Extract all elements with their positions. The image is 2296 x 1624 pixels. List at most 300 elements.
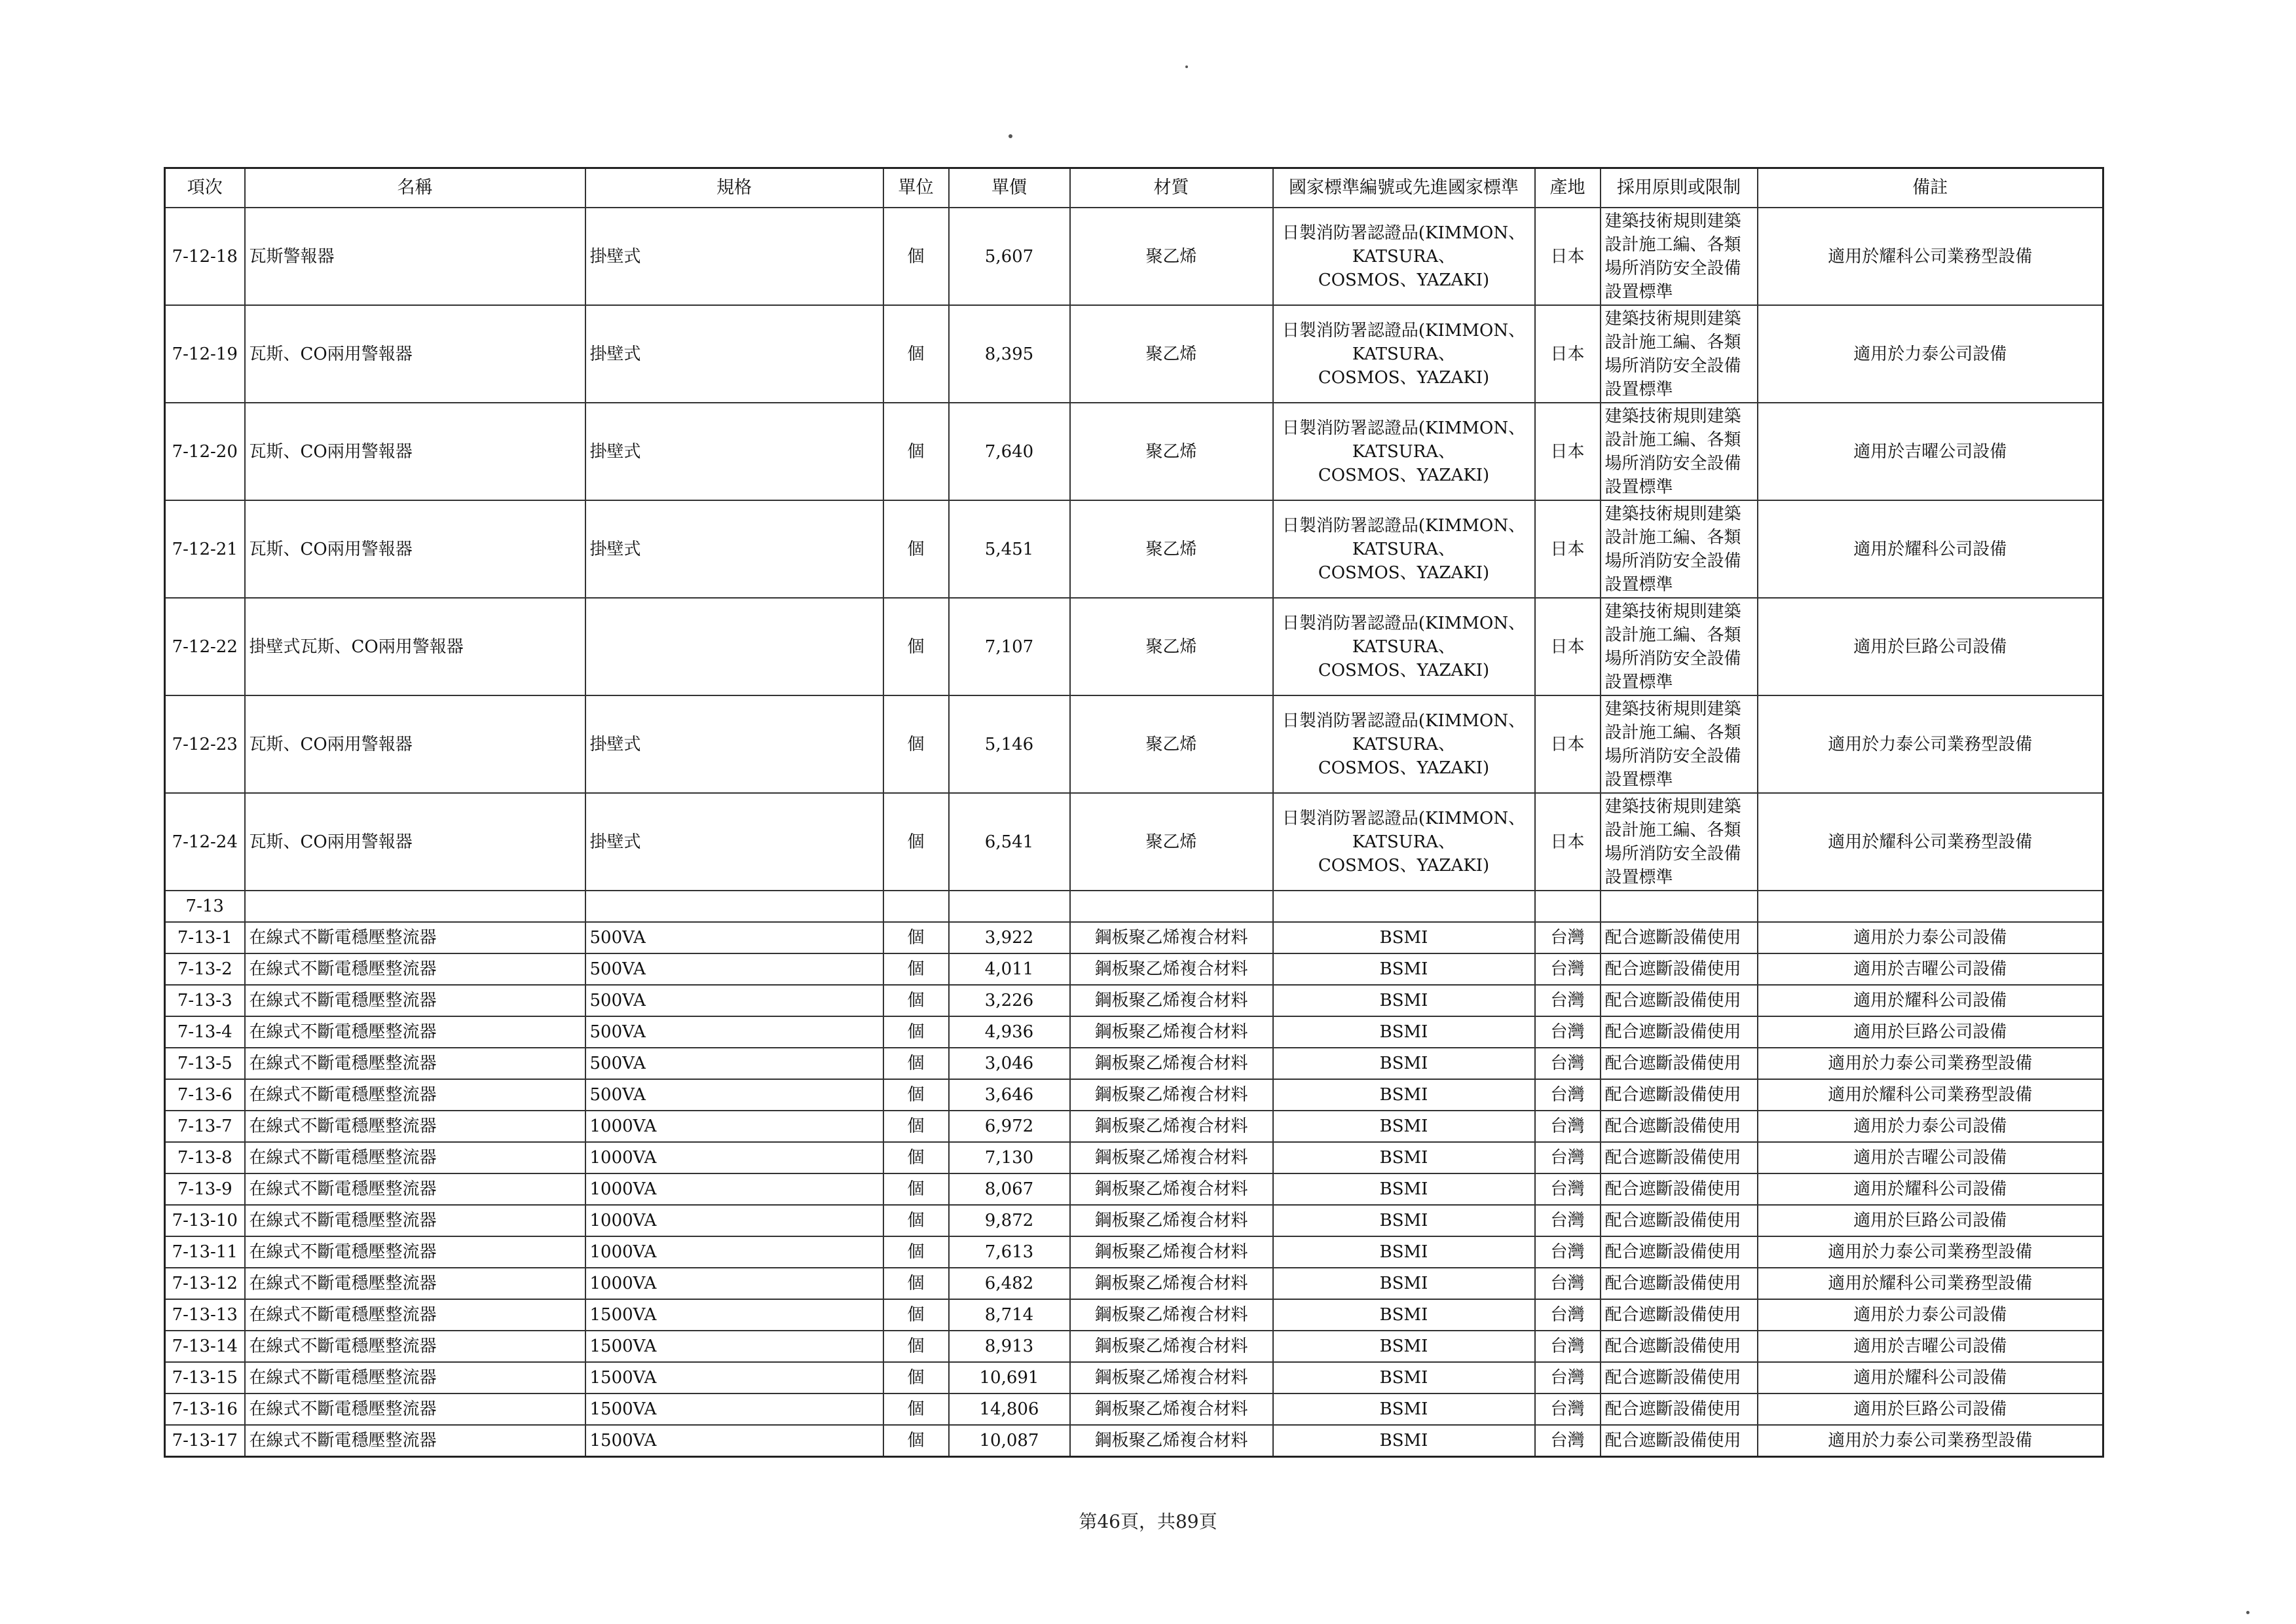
standard-line: 日製消防署認證品(KIMMON、	[1282, 418, 1526, 438]
empty-cell	[1758, 891, 2103, 922]
item-rule-cell: 配合遮斷設備使用	[1601, 1331, 1758, 1362]
item-name-cell: 在線式不斷電穩壓整流器	[245, 1299, 585, 1331]
table-header-row	[165, 168, 2103, 208]
item-price-cell: 10,087	[949, 1425, 1070, 1457]
item-id-cell: 7-13-16	[165, 1393, 245, 1425]
scan-speck	[1185, 65, 1188, 68]
item-rule-cell: 配合遮斷設備使用	[1601, 1173, 1758, 1205]
item-name-cell: 掛壁式瓦斯、CO兩用警報器	[245, 598, 585, 695]
item-rule-cell: 配合遮斷設備使用	[1601, 1142, 1758, 1173]
item-spec-cell: 掛壁式	[585, 403, 883, 500]
item-price-cell: 8,395	[949, 305, 1070, 403]
item-name-cell: 瓦斯、CO兩用警報器	[245, 695, 585, 793]
item-name-cell: 在線式不斷電穩壓整流器	[245, 1142, 585, 1173]
item-note-cell: 適用於耀科公司設備	[1758, 985, 2103, 1016]
item-origin-cell: 台灣	[1535, 1331, 1601, 1362]
item-price-cell: 8,913	[949, 1331, 1070, 1362]
item-name-cell: 在線式不斷電穩壓整流器	[245, 1425, 585, 1457]
item-id-cell: 7-13-12	[165, 1268, 245, 1299]
item-unit-cell: 個	[883, 953, 949, 985]
item-id-cell: 7-13-3	[165, 985, 245, 1016]
item-unit-cell: 個	[883, 1299, 949, 1331]
item-spec-cell: 1000VA	[585, 1142, 883, 1173]
item-material-cell: 鋼板聚乙烯複合材料	[1070, 1425, 1273, 1457]
table-row	[165, 1142, 2103, 1173]
item-standard-cell: BSMI	[1273, 953, 1535, 985]
standard-line: KATSURA、	[1352, 832, 1456, 852]
header-cell: 項次	[165, 168, 245, 208]
header-cell: 單位	[883, 168, 949, 208]
table-row	[165, 403, 2103, 500]
table-row	[165, 1048, 2103, 1079]
header-cell: 規格	[585, 168, 883, 208]
item-spec-cell: 500VA	[585, 1079, 883, 1111]
item-note-cell: 適用於耀科公司設備	[1758, 1362, 2103, 1393]
header-cell: 材質	[1070, 168, 1273, 208]
item-spec-cell: 500VA	[585, 1016, 883, 1048]
item-origin-cell: 台灣	[1535, 1079, 1601, 1111]
item-origin-cell: 台灣	[1535, 1142, 1601, 1173]
item-origin-cell: 台灣	[1535, 1362, 1601, 1393]
item-standard-cell: BSMI	[1273, 1331, 1535, 1362]
item-note-cell: 適用於耀科公司設備	[1758, 1173, 2103, 1205]
item-name-cell: 在線式不斷電穩壓整流器	[245, 1016, 585, 1048]
item-name-cell: 在線式不斷電穩壓整流器	[245, 1331, 585, 1362]
item-note-cell: 適用於力泰公司業務型設備	[1758, 1236, 2103, 1268]
header-cell: 採用原則或限制	[1601, 168, 1758, 208]
item-unit-cell: 個	[883, 1236, 949, 1268]
item-unit-cell: 個	[883, 1173, 949, 1205]
table-row	[165, 1079, 2103, 1111]
item-id-cell: 7-13-13	[165, 1299, 245, 1331]
empty-cell	[1535, 891, 1601, 922]
item-name-cell: 在線式不斷電穩壓整流器	[245, 1173, 585, 1205]
item-origin-cell: 日本	[1535, 403, 1601, 500]
item-name-cell: 瓦斯、CO兩用警報器	[245, 403, 585, 500]
item-rule-cell: 建築技術規則建築設計施工編、各類場所消防安全設備設置標準	[1601, 305, 1758, 403]
empty-cell	[949, 891, 1070, 922]
table-row	[165, 500, 2103, 598]
item-origin-cell: 台灣	[1535, 1236, 1601, 1268]
item-standard-cell: BSMI	[1273, 1425, 1535, 1457]
item-name-cell: 瓦斯、CO兩用警報器	[245, 305, 585, 403]
item-note-cell: 適用於巨路公司設備	[1758, 1393, 2103, 1425]
item-material-cell: 鋼板聚乙烯複合材料	[1070, 1331, 1273, 1362]
item-name-cell: 在線式不斷電穩壓整流器	[245, 1393, 585, 1425]
item-price-cell: 9,872	[949, 1205, 1070, 1236]
item-spec-cell: 500VA	[585, 985, 883, 1016]
standard-line: KATSURA、	[1352, 441, 1456, 462]
item-unit-cell: 個	[883, 1111, 949, 1142]
standard-line: 日製消防署認證品(KIMMON、	[1282, 808, 1526, 828]
item-name-cell: 在線式不斷電穩壓整流器	[245, 985, 585, 1016]
item-material-cell: 鋼板聚乙烯複合材料	[1070, 1205, 1273, 1236]
item-rule-cell: 配合遮斷設備使用	[1601, 1016, 1758, 1048]
header-cell: 國家標準編號或先進國家標準	[1273, 168, 1535, 208]
item-unit-cell: 個	[883, 695, 949, 793]
item-standard-cell	[1273, 500, 1535, 598]
item-origin-cell: 日本	[1535, 305, 1601, 403]
item-price-cell: 5,146	[949, 695, 1070, 793]
standard-line: 日製消防署認證品(KIMMON、	[1282, 613, 1526, 633]
table-row	[165, 1016, 2103, 1048]
item-origin-cell: 日本	[1535, 598, 1601, 695]
item-note-cell: 適用於耀科公司業務型設備	[1758, 208, 2103, 305]
item-spec-cell: 500VA	[585, 1048, 883, 1079]
item-id-cell: 7-13-2	[165, 953, 245, 985]
item-origin-cell: 台灣	[1535, 1016, 1601, 1048]
item-origin-cell: 台灣	[1535, 953, 1601, 985]
item-spec-cell: 1500VA	[585, 1299, 883, 1331]
item-origin-cell: 台灣	[1535, 922, 1601, 953]
item-id-cell: 7-13-17	[165, 1425, 245, 1457]
item-note-cell: 適用於力泰公司設備	[1758, 922, 2103, 953]
item-unit-cell: 個	[883, 793, 949, 891]
item-id-cell: 7-13-9	[165, 1173, 245, 1205]
item-note-cell: 適用於吉曜公司設備	[1758, 1331, 2103, 1362]
item-name-cell: 在線式不斷電穩壓整流器	[245, 1079, 585, 1111]
item-spec-cell: 1000VA	[585, 1236, 883, 1268]
table-row	[165, 1236, 2103, 1268]
table-row	[165, 598, 2103, 695]
item-name-cell: 在線式不斷電穩壓整流器	[245, 1268, 585, 1299]
empty-cell	[585, 891, 883, 922]
item-standard-cell	[1273, 403, 1535, 500]
item-id-cell: 7-13-7	[165, 1111, 245, 1142]
item-origin-cell: 日本	[1535, 208, 1601, 305]
table-row	[165, 305, 2103, 403]
item-note-cell: 適用於巨路公司設備	[1758, 598, 2103, 695]
item-id-cell: 7-13-1	[165, 922, 245, 953]
item-spec-cell: 1000VA	[585, 1205, 883, 1236]
item-unit-cell: 個	[883, 598, 949, 695]
table-row	[165, 985, 2103, 1016]
item-spec-cell	[585, 598, 883, 695]
item-spec-cell: 1000VA	[585, 1111, 883, 1142]
item-unit-cell: 個	[883, 1393, 949, 1425]
item-spec-cell: 掛壁式	[585, 695, 883, 793]
item-price-cell: 3,646	[949, 1079, 1070, 1111]
empty-cell	[1601, 891, 1758, 922]
item-id-cell: 7-12-20	[165, 403, 245, 500]
standard-line: KATSURA、	[1352, 637, 1456, 657]
item-id-cell: 7-13-11	[165, 1236, 245, 1268]
standard-line: 日製消防署認證品(KIMMON、	[1282, 320, 1526, 341]
section-id-cell: 7-13	[165, 891, 245, 922]
table-row	[165, 1111, 2103, 1142]
item-price-cell: 10,691	[949, 1362, 1070, 1393]
item-material-cell: 聚乙烯	[1070, 403, 1273, 500]
item-spec-cell: 500VA	[585, 922, 883, 953]
item-rule-cell: 配合遮斷設備使用	[1601, 1268, 1758, 1299]
item-unit-cell: 個	[883, 922, 949, 953]
item-material-cell: 鋼板聚乙烯複合材料	[1070, 1111, 1273, 1142]
table-row	[165, 1331, 2103, 1362]
item-name-cell: 在線式不斷電穩壓整流器	[245, 1205, 585, 1236]
item-name-cell: 在線式不斷電穩壓整流器	[245, 1362, 585, 1393]
item-rule-cell: 配合遮斷設備使用	[1601, 922, 1758, 953]
item-note-cell: 適用於力泰公司設備	[1758, 1111, 2103, 1142]
scan-speck	[2246, 1611, 2250, 1614]
item-standard-cell: BSMI	[1273, 1016, 1535, 1048]
item-note-cell: 適用於吉曜公司設備	[1758, 953, 2103, 985]
standard-line: 日製消防署認證品(KIMMON、	[1282, 710, 1526, 731]
item-rule-cell: 配合遮斷設備使用	[1601, 1299, 1758, 1331]
standard-line: COSMOS、YAZAKI)	[1318, 270, 1490, 290]
item-price-cell: 7,107	[949, 598, 1070, 695]
table-row	[165, 1268, 2103, 1299]
item-material-cell: 鋼板聚乙烯複合材料	[1070, 1393, 1273, 1425]
item-origin-cell: 台灣	[1535, 1425, 1601, 1457]
table-row	[165, 1425, 2103, 1457]
item-price-cell: 3,922	[949, 922, 1070, 953]
item-origin-cell: 台灣	[1535, 1393, 1601, 1425]
item-standard-cell: BSMI	[1273, 1268, 1535, 1299]
item-id-cell: 7-12-19	[165, 305, 245, 403]
item-note-cell: 適用於力泰公司設備	[1758, 1299, 2103, 1331]
item-material-cell: 聚乙烯	[1070, 500, 1273, 598]
item-price-cell: 6,972	[949, 1111, 1070, 1142]
item-standard-cell	[1273, 305, 1535, 403]
item-standard-cell: BSMI	[1273, 1205, 1535, 1236]
item-price-cell: 7,613	[949, 1236, 1070, 1268]
item-price-cell: 14,806	[949, 1393, 1070, 1425]
page-number: 第46頁，共89頁	[1079, 1511, 1217, 1532]
standard-line: KATSURA、	[1352, 734, 1456, 754]
item-origin-cell: 日本	[1535, 793, 1601, 891]
item-price-cell: 7,640	[949, 403, 1070, 500]
item-name-cell: 瓦斯、CO兩用警報器	[245, 793, 585, 891]
item-price-cell: 7,130	[949, 1142, 1070, 1173]
item-price-cell: 3,226	[949, 985, 1070, 1016]
table-row	[165, 1362, 2103, 1393]
empty-cell	[1070, 891, 1273, 922]
item-origin-cell: 日本	[1535, 695, 1601, 793]
item-price-cell: 4,011	[949, 953, 1070, 985]
item-spec-cell: 1500VA	[585, 1393, 883, 1425]
item-material-cell: 鋼板聚乙烯複合材料	[1070, 1016, 1273, 1048]
item-price-cell: 8,067	[949, 1173, 1070, 1205]
item-note-cell: 適用於吉曜公司設備	[1758, 1142, 2103, 1173]
item-rule-cell: 建築技術規則建築設計施工編、各類場所消防安全設備設置標準	[1601, 793, 1758, 891]
item-note-cell: 適用於巨路公司設備	[1758, 1016, 2103, 1048]
table-row	[165, 922, 2103, 953]
item-standard-cell	[1273, 793, 1535, 891]
item-price-cell: 8,714	[949, 1299, 1070, 1331]
item-spec-cell: 1500VA	[585, 1425, 883, 1457]
item-material-cell: 聚乙烯	[1070, 793, 1273, 891]
item-origin-cell: 台灣	[1535, 1268, 1601, 1299]
item-origin-cell: 台灣	[1535, 985, 1601, 1016]
item-spec-cell: 500VA	[585, 953, 883, 985]
item-origin-cell: 台灣	[1535, 1048, 1601, 1079]
item-spec-cell: 掛壁式	[585, 305, 883, 403]
item-unit-cell: 個	[883, 1048, 949, 1079]
item-unit-cell: 個	[883, 1142, 949, 1173]
item-rule-cell: 建築技術規則建築設計施工編、各類場所消防安全設備設置標準	[1601, 695, 1758, 793]
item-unit-cell: 個	[883, 1016, 949, 1048]
item-unit-cell: 個	[883, 403, 949, 500]
item-unit-cell: 個	[883, 208, 949, 305]
item-id-cell: 7-12-22	[165, 598, 245, 695]
item-standard-cell: BSMI	[1273, 1111, 1535, 1142]
item-spec-cell: 1500VA	[585, 1362, 883, 1393]
item-material-cell: 鋼板聚乙烯複合材料	[1070, 985, 1273, 1016]
item-material-cell: 鋼板聚乙烯複合材料	[1070, 1268, 1273, 1299]
item-material-cell: 鋼板聚乙烯複合材料	[1070, 1236, 1273, 1268]
item-material-cell: 聚乙烯	[1070, 598, 1273, 695]
item-id-cell: 7-13-15	[165, 1362, 245, 1393]
item-id-cell: 7-13-10	[165, 1205, 245, 1236]
item-material-cell: 鋼板聚乙烯複合材料	[1070, 1142, 1273, 1173]
empty-cell	[1273, 891, 1535, 922]
item-standard-cell: BSMI	[1273, 1142, 1535, 1173]
item-origin-cell: 台灣	[1535, 1173, 1601, 1205]
standard-line: COSMOS、YAZAKI)	[1318, 367, 1490, 388]
standard-line: COSMOS、YAZAKI)	[1318, 563, 1490, 583]
item-unit-cell: 個	[883, 1425, 949, 1457]
item-rule-cell: 配合遮斷設備使用	[1601, 1393, 1758, 1425]
item-unit-cell: 個	[883, 1362, 949, 1393]
item-origin-cell: 台灣	[1535, 1111, 1601, 1142]
standard-line: 日製消防署認證品(KIMMON、	[1282, 515, 1526, 536]
item-note-cell: 適用於耀科公司業務型設備	[1758, 1268, 2103, 1299]
item-id-cell: 7-13-8	[165, 1142, 245, 1173]
standard-line: KATSURA、	[1352, 246, 1456, 267]
price-spec-table	[164, 167, 2104, 1458]
item-material-cell: 鋼板聚乙烯複合材料	[1070, 953, 1273, 985]
item-unit-cell: 個	[883, 305, 949, 403]
item-material-cell: 鋼板聚乙烯複合材料	[1070, 1299, 1273, 1331]
standard-line: COSMOS、YAZAKI)	[1318, 465, 1490, 485]
item-spec-cell: 掛壁式	[585, 500, 883, 598]
header-cell: 名稱	[245, 168, 585, 208]
item-price-cell: 6,541	[949, 793, 1070, 891]
item-note-cell: 適用於力泰公司設備	[1758, 305, 2103, 403]
item-note-cell: 適用於力泰公司業務型設備	[1758, 1425, 2103, 1457]
standard-line: COSMOS、YAZAKI)	[1318, 660, 1490, 680]
item-standard-cell: BSMI	[1273, 1048, 1535, 1079]
item-price-cell: 4,936	[949, 1016, 1070, 1048]
item-id-cell: 7-12-21	[165, 500, 245, 598]
item-origin-cell: 日本	[1535, 500, 1601, 598]
item-standard-cell: BSMI	[1273, 922, 1535, 953]
item-note-cell: 適用於巨路公司設備	[1758, 1205, 2103, 1236]
section-row	[165, 891, 2103, 922]
item-standard-cell: BSMI	[1273, 1393, 1535, 1425]
standard-line: COSMOS、YAZAKI)	[1318, 855, 1490, 876]
standard-line: 日製消防署認證品(KIMMON、	[1282, 223, 1526, 243]
item-note-cell: 適用於力泰公司業務型設備	[1758, 695, 2103, 793]
table-row	[165, 1299, 2103, 1331]
item-standard-cell: BSMI	[1273, 1079, 1535, 1111]
empty-cell	[883, 891, 949, 922]
item-note-cell: 適用於力泰公司業務型設備	[1758, 1048, 2103, 1079]
table-row	[165, 1173, 2103, 1205]
item-spec-cell: 1000VA	[585, 1173, 883, 1205]
empty-cell	[245, 891, 585, 922]
item-id-cell: 7-13-5	[165, 1048, 245, 1079]
item-rule-cell: 配合遮斷設備使用	[1601, 1048, 1758, 1079]
item-origin-cell: 台灣	[1535, 1299, 1601, 1331]
item-standard-cell: BSMI	[1273, 1236, 1535, 1268]
item-price-cell: 3,046	[949, 1048, 1070, 1079]
item-rule-cell: 建築技術規則建築設計施工編、各類場所消防安全設備設置標準	[1601, 598, 1758, 695]
item-rule-cell: 配合遮斷設備使用	[1601, 1362, 1758, 1393]
table-row	[165, 793, 2103, 891]
item-spec-cell: 1000VA	[585, 1268, 883, 1299]
scan-speck	[1009, 134, 1012, 138]
item-name-cell: 在線式不斷電穩壓整流器	[245, 953, 585, 985]
item-note-cell: 適用於耀科公司業務型設備	[1758, 793, 2103, 891]
item-price-cell: 5,607	[949, 208, 1070, 305]
item-standard-cell: BSMI	[1273, 1299, 1535, 1331]
item-rule-cell: 配合遮斷設備使用	[1601, 1205, 1758, 1236]
item-rule-cell: 配合遮斷設備使用	[1601, 1236, 1758, 1268]
item-spec-cell: 掛壁式	[585, 208, 883, 305]
standard-line: KATSURA、	[1352, 539, 1456, 559]
item-unit-cell: 個	[883, 1268, 949, 1299]
item-unit-cell: 個	[883, 1205, 949, 1236]
item-standard-cell	[1273, 208, 1535, 305]
item-note-cell: 適用於吉曜公司設備	[1758, 403, 2103, 500]
item-standard-cell: BSMI	[1273, 1173, 1535, 1205]
item-material-cell: 鋼板聚乙烯複合材料	[1070, 922, 1273, 953]
table-row	[165, 208, 2103, 305]
item-unit-cell: 個	[883, 1331, 949, 1362]
item-rule-cell: 配合遮斷設備使用	[1601, 953, 1758, 985]
item-name-cell: 在線式不斷電穩壓整流器	[245, 1111, 585, 1142]
item-spec-cell: 1500VA	[585, 1331, 883, 1362]
header-cell: 備註	[1758, 168, 2103, 208]
item-standard-cell	[1273, 695, 1535, 793]
header-cell: 單價	[949, 168, 1070, 208]
item-id-cell: 7-12-24	[165, 793, 245, 891]
item-name-cell: 在線式不斷電穩壓整流器	[245, 922, 585, 953]
item-id-cell: 7-13-6	[165, 1079, 245, 1111]
item-price-cell: 6,482	[949, 1268, 1070, 1299]
item-material-cell: 鋼板聚乙烯複合材料	[1070, 1079, 1273, 1111]
item-name-cell: 在線式不斷電穩壓整流器	[245, 1236, 585, 1268]
table-row	[165, 953, 2103, 985]
item-name-cell: 瓦斯、CO兩用警報器	[245, 500, 585, 598]
standard-line: COSMOS、YAZAKI)	[1318, 758, 1490, 778]
item-material-cell: 鋼板聚乙烯複合材料	[1070, 1048, 1273, 1079]
item-material-cell: 聚乙烯	[1070, 695, 1273, 793]
item-material-cell: 鋼板聚乙烯複合材料	[1070, 1362, 1273, 1393]
item-standard-cell: BSMI	[1273, 985, 1535, 1016]
item-unit-cell: 個	[883, 500, 949, 598]
item-unit-cell: 個	[883, 985, 949, 1016]
item-rule-cell: 建築技術規則建築設計施工編、各類場所消防安全設備設置標準	[1601, 500, 1758, 598]
item-rule-cell: 配合遮斷設備使用	[1601, 1425, 1758, 1457]
table-row	[165, 1205, 2103, 1236]
item-rule-cell: 配合遮斷設備使用	[1601, 1079, 1758, 1111]
table-row	[165, 695, 2103, 793]
item-standard-cell: BSMI	[1273, 1362, 1535, 1393]
item-name-cell: 在線式不斷電穩壓整流器	[245, 1048, 585, 1079]
item-id-cell: 7-12-23	[165, 695, 245, 793]
item-origin-cell: 台灣	[1535, 1205, 1601, 1236]
item-spec-cell: 掛壁式	[585, 793, 883, 891]
item-id-cell: 7-13-4	[165, 1016, 245, 1048]
item-rule-cell: 建築技術規則建築設計施工編、各類場所消防安全設備設置標準	[1601, 403, 1758, 500]
standard-line: KATSURA、	[1352, 344, 1456, 364]
header-cell: 產地	[1535, 168, 1601, 208]
item-note-cell: 適用於耀科公司設備	[1758, 500, 2103, 598]
item-id-cell: 7-12-18	[165, 208, 245, 305]
item-material-cell: 聚乙烯	[1070, 208, 1273, 305]
